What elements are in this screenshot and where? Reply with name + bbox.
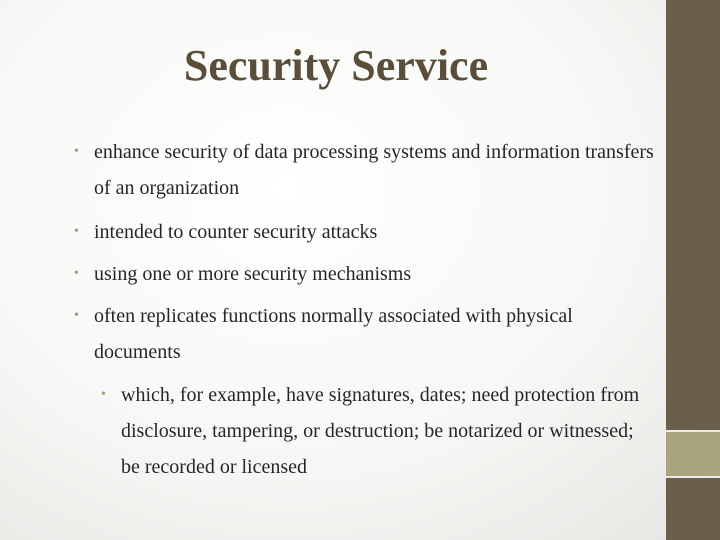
- bullet-item: [74, 298, 654, 370]
- bullet-dot-icon: •: [74, 308, 79, 323]
- bullet-dot-icon: •: [74, 144, 79, 159]
- sidebar-decoration-bottom: [666, 478, 720, 540]
- sub-bullet-item: [101, 377, 651, 485]
- slide-title: Security Service: [183, 41, 489, 90]
- bullet-dot-icon: •: [101, 387, 106, 402]
- bullet-text: enhance security of data processing systems and information transfers of an organization: [94, 141, 654, 199]
- bullet-text: intended to counter security attacks: [94, 221, 378, 243]
- sidebar-decoration-top: [666, 0, 720, 430]
- bullet-text: using one or more security mechanisms: [94, 263, 412, 285]
- bullet-item: [74, 256, 654, 292]
- bullet-text: often replicates functions normally associated with physical documents: [94, 305, 573, 363]
- bullet-dot-icon: •: [74, 266, 79, 281]
- bullet-item: [74, 214, 654, 250]
- bullet-item: [74, 134, 654, 206]
- bullet-dot-icon: •: [74, 224, 79, 239]
- sidebar-decoration-accent: [666, 432, 720, 476]
- bullet-text: which, for example, have signatures, dates; need protection from disclosure, tampering, or destruction; be notarized or witnessed; be recorded or licensed: [121, 384, 640, 478]
